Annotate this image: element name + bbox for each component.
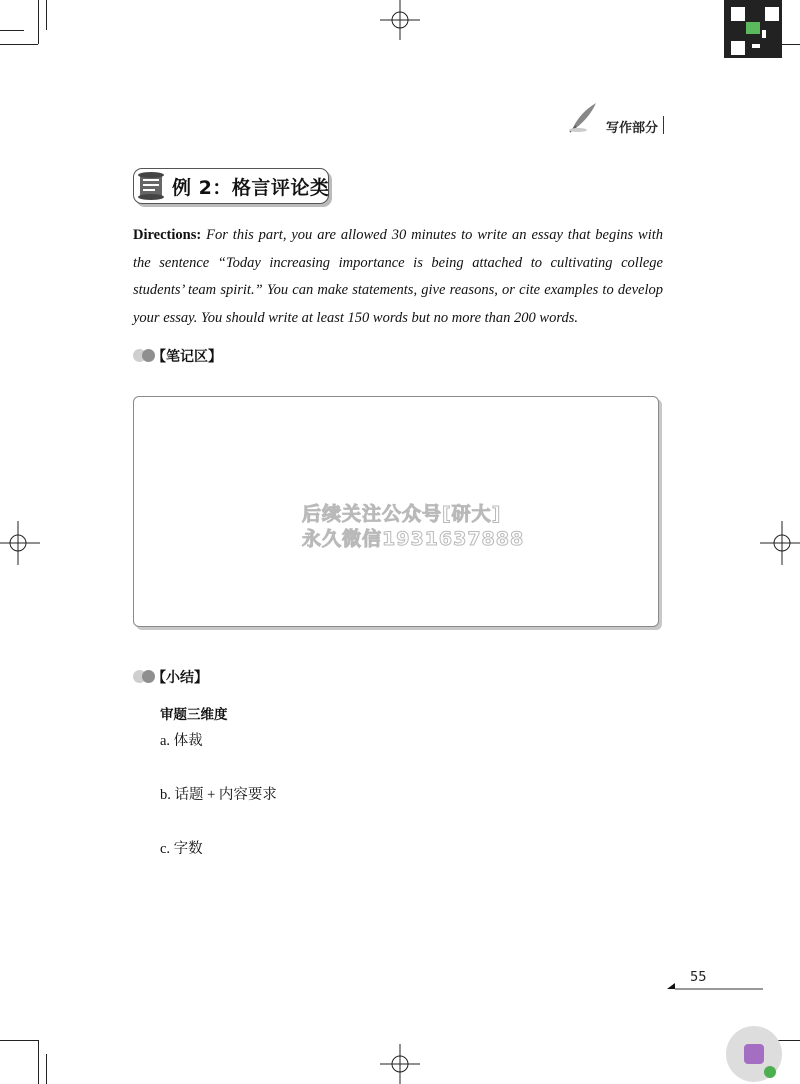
summary-item: c. 字数 (160, 841, 203, 857)
header-divider (663, 116, 664, 134)
summary-item: a. 体裁 (160, 733, 203, 749)
directions-text: For this part, you are allowed 30 minutes to write an essay that begins with the sentence “Today increasing importance is being attached to cultivating college students’ team spirit.” You can make statements, give reasons, or cite examples to develop your essay. You should write at least 150 words but no more than 200 words. (133, 227, 664, 326)
qr-code-bottom (726, 1026, 782, 1082)
registration-mark-top (380, 0, 420, 44)
quill-pen-icon (566, 100, 600, 134)
summary-heading: 审题三维度 (160, 707, 228, 723)
page-number-rule (667, 981, 767, 991)
qr-code-top (724, 0, 782, 58)
watermark-line-2: 永久微信1931637888 (302, 528, 525, 550)
notes-label: 【笔记区】 (152, 349, 222, 365)
example-title: 例 2：格言评论类 (172, 177, 330, 199)
summary-label: 【小结】 (152, 670, 208, 686)
watermark-line-1: 后续关注公众号[研大] (302, 503, 502, 525)
registration-mark-bottom (380, 1044, 420, 1084)
directions-label: Directions: (133, 227, 202, 243)
scroll-icon (136, 170, 170, 202)
section-label: 写作部分 (606, 121, 659, 136)
page-number: 55 (690, 970, 707, 985)
registration-mark-left (0, 521, 40, 565)
summary-item: b. 话题 + 内容要求 (160, 787, 277, 803)
directions-paragraph (133, 222, 663, 332)
registration-mark-right (760, 521, 800, 565)
